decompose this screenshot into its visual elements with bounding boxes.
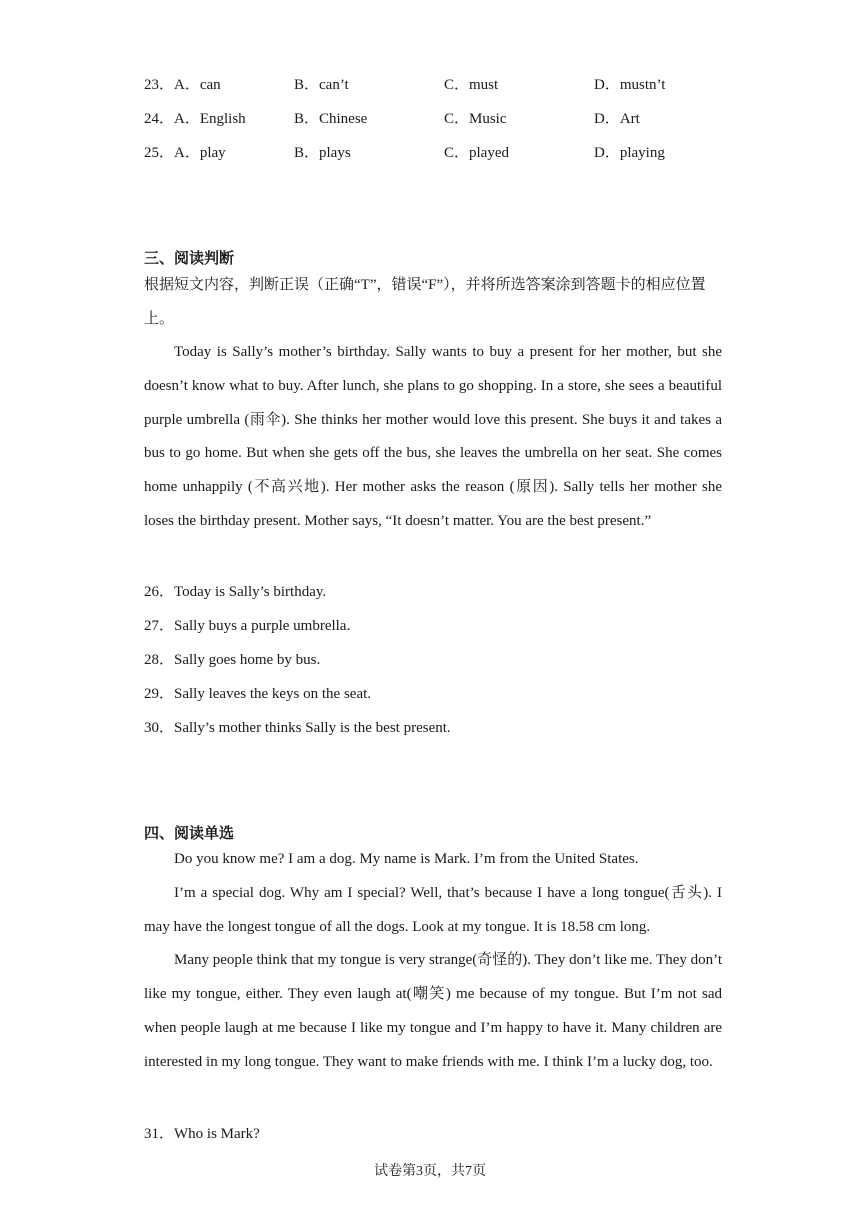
page-footer: 试卷第3页，共7页 xyxy=(374,1164,486,1179)
option-a: A．can xyxy=(174,77,221,93)
question-number: 25． xyxy=(144,145,175,161)
passage-paragraph: I’m a special dog. Why am I special? Well, that’s because I have a long tongue(舌头). I may have the longest tongue of all the dogs. Look at my tongue. It is 18.58 cm long. xyxy=(144,884,722,935)
option-c: C．Music xyxy=(444,111,507,127)
section-3-passage xyxy=(144,336,722,539)
option-b: B．plays xyxy=(294,145,351,161)
option-b: B．can’t xyxy=(294,77,349,93)
question-number: 24． xyxy=(144,111,175,127)
question-29: 29．Sally leaves the keys on the seat. xyxy=(144,686,372,702)
question-27: 27．Sally buys a purple umbrella. xyxy=(144,618,351,634)
option-a: A．English xyxy=(174,111,246,127)
question-26: 26．Today is Sally’s birthday. xyxy=(144,584,327,600)
question-31: 31．Who is Mark? xyxy=(144,1126,260,1142)
section-3-heading: 三、阅读判断 xyxy=(144,249,235,267)
passage-paragraph: Do you know me? I am a dog. My name is Mark. I’m from the United States. xyxy=(174,851,639,867)
option-d: D．mustn’t xyxy=(594,77,666,93)
question-28: 28．Sally goes home by bus. xyxy=(144,652,321,668)
section-4-heading: 四、阅读单选 xyxy=(144,824,235,842)
option-d: D．Art xyxy=(594,111,640,127)
option-d: D．playing xyxy=(594,145,665,161)
option-a: A．play xyxy=(174,145,226,161)
question-30: 30．Sally’s mother thinks Sally is the best present. xyxy=(144,720,451,736)
option-c: C．played xyxy=(444,145,509,161)
option-c: C．must xyxy=(444,77,499,93)
option-b: B．Chinese xyxy=(294,111,368,127)
passage-paragraph: Many people think that my tongue is very strange(奇怪的). They don’t like me. They don’t like my tongue, either. They even laugh at(嘲笑) me because of my tongue. But I’m not sad when people laugh at me because I like my tongue and I’m happy to have it. Many children are interested in my long tongue. They want to make friends with me. I think I’m a lucky dog, too. xyxy=(144,952,722,1070)
section-4-passage xyxy=(144,843,722,1080)
section-3-instruction: 根据短文内容，判断正误（正确“T”，错误“F”），并将所选答案涂到答题卡的相应位置上。 xyxy=(144,277,706,327)
passage-paragraph: Today is Sally’s mother’s birthday. Sally wants to buy a present for her mother, but she doesn’t know what to buy. After lunch, she plans to go shopping. In a store, she sees a beautiful purple umbrella (雨伞). She thinks her mother would love this present. She buys it and takes a bus to go home. But when she gets off the bus, she leaves the umbrella on her seat. She comes home unhappily (不高兴地). Her mother asks the reason (原因). Sally tells her mother she loses the birthday present. Mother says, “It doesn’t matter. You are the best present.” xyxy=(144,344,722,529)
question-number: 23． xyxy=(144,77,175,93)
